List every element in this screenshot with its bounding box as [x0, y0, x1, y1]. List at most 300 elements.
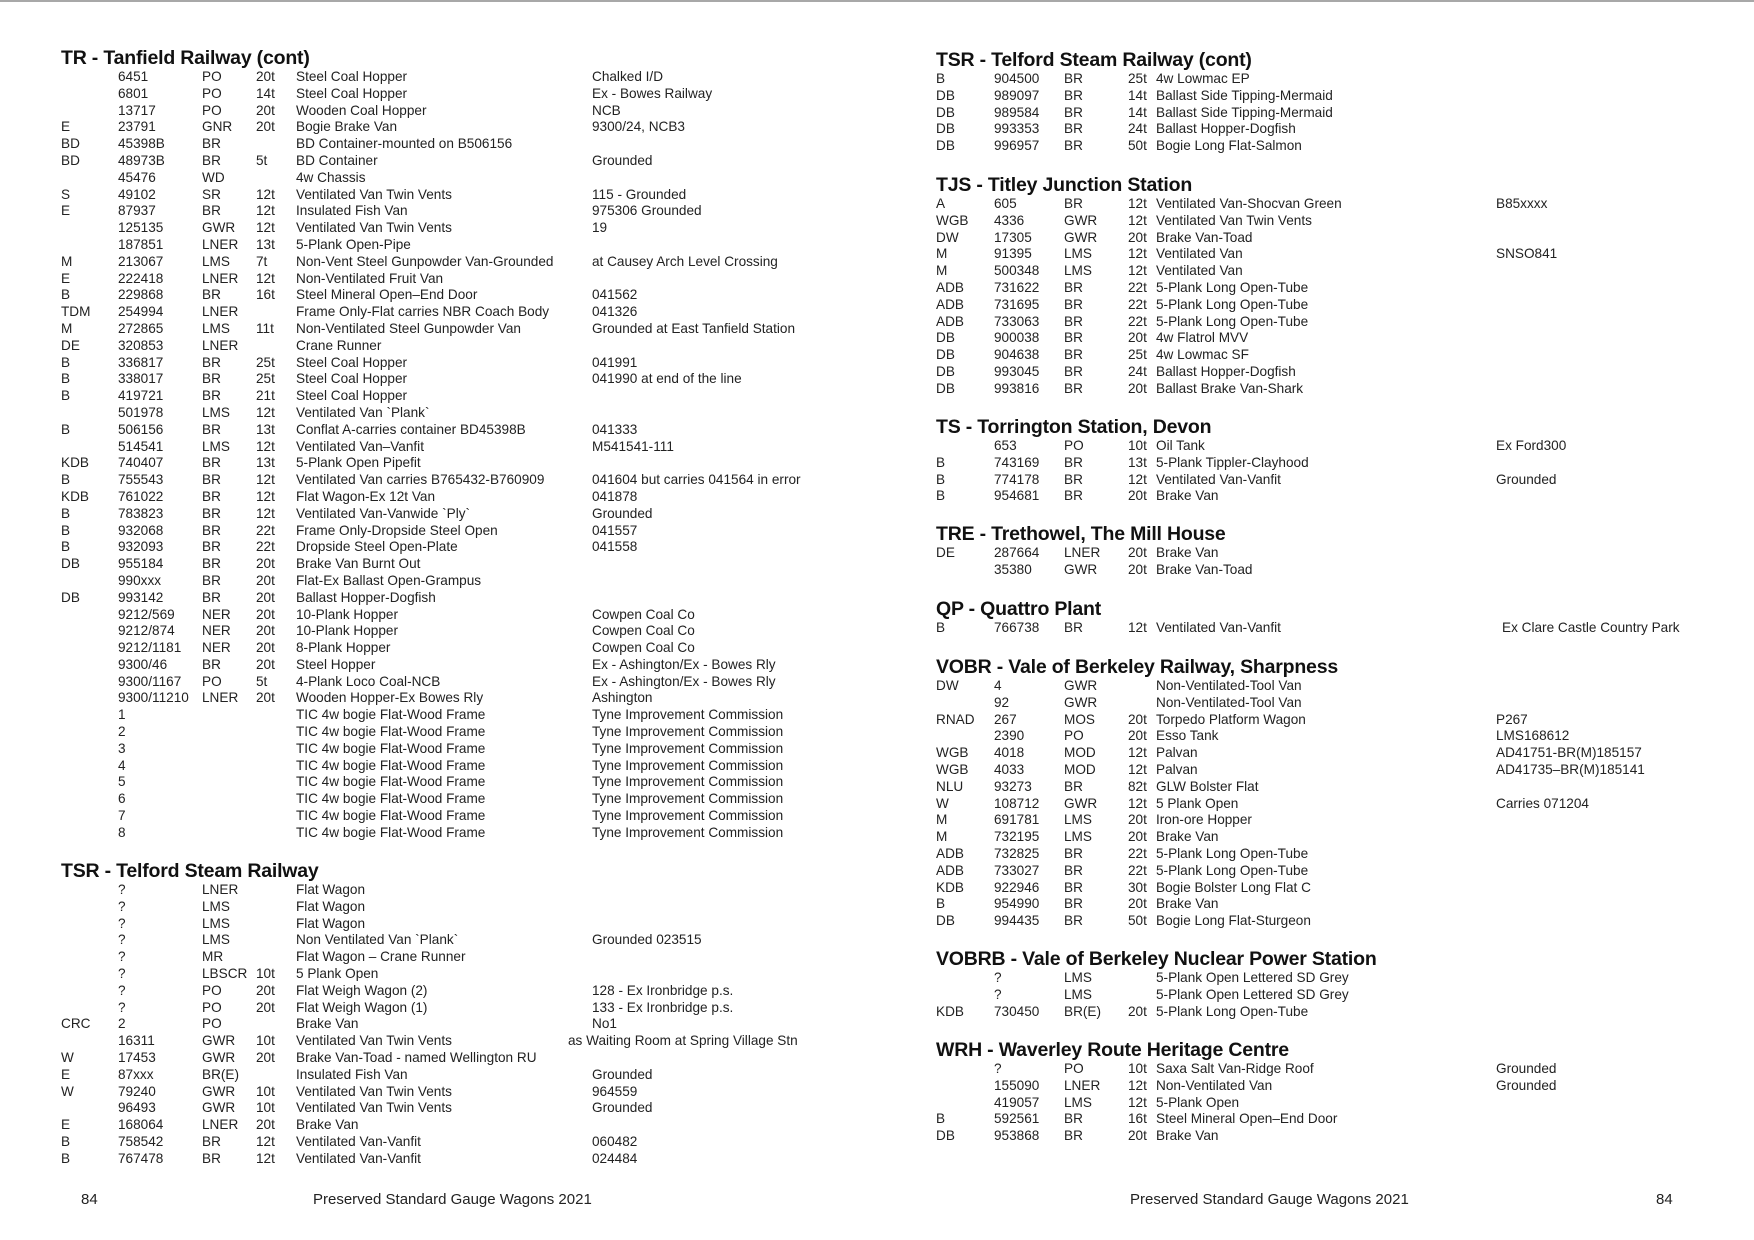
wagon-description: Non-Ventilated Fruit Van: [296, 270, 444, 286]
wagon-owner: BR(E): [1064, 1003, 1102, 1019]
wagon-owner: BR: [1064, 363, 1083, 379]
wagon-number: 6801: [118, 85, 149, 101]
section-torrington-station: [936, 416, 1567, 505]
wagon-description: Wooden Coal Hopper: [296, 102, 427, 118]
wagon-notes: 041326: [592, 304, 638, 320]
wagon-code: E: [61, 203, 71, 219]
wagon-owner: GWR: [1064, 229, 1098, 245]
wagon-description: Ventilated Van Twin Vents: [296, 1083, 452, 1099]
wagon-row: [936, 1061, 1557, 1078]
wagon-code: W: [61, 1083, 74, 1099]
wagon-number: 320853: [118, 337, 164, 353]
wagon-owner: GWR: [1064, 795, 1098, 811]
wagon-code: M: [936, 829, 948, 845]
wagon-number: 932093: [118, 539, 164, 555]
wagon-description: BD Container-mounted on B506156: [296, 136, 513, 152]
wagon-description: Steel Coal Hopper: [296, 69, 408, 84]
wagon-owner: GWR: [202, 1049, 236, 1065]
wagon-description: Flat Wagon – Crane Runner: [296, 949, 466, 965]
wagon-owner: BR: [202, 203, 221, 219]
wagon-row: [61, 203, 702, 220]
wagon-code: B: [61, 287, 71, 303]
wagon-tonnage: 22t: [1128, 296, 1147, 312]
wagon-description: Frame Only-Flat carries NBR Coach Body: [296, 304, 550, 320]
wagon-owner: LNER: [202, 337, 239, 353]
wagon-row: [61, 320, 796, 338]
wagon-number: 336817: [118, 354, 164, 370]
wagon-owner: PO: [202, 999, 222, 1015]
wagon-description: Ballast Hopper-Dogfish: [296, 589, 436, 605]
wagon-owner: BR: [202, 589, 221, 605]
wagon-owner: BR: [202, 371, 221, 387]
wagon-code: M: [61, 253, 73, 269]
wagon-tonnage: 20t: [256, 556, 275, 572]
wagon-notes: AD41735–BR(M)185141: [1496, 761, 1645, 777]
section-heading: VOBRB - Vale of Berkeley Nuclear Power Station: [936, 948, 1377, 970]
wagon-tonnage: 20t: [1128, 711, 1147, 727]
wagon-notes: 041562: [592, 287, 638, 303]
wagon-description: Ventilated Van–Vanfit: [296, 438, 424, 454]
wagon-description: Torpedo Platform Wagon: [1156, 711, 1306, 727]
wagon-code: ADB: [936, 313, 964, 329]
wagon-number: 955184: [118, 556, 164, 572]
wagon-list: [936, 620, 1680, 637]
wagon-description: Non Ventilated Van `Plank`: [296, 932, 459, 948]
wagon-tonnage: 20t: [1128, 545, 1147, 560]
wagon-row: [936, 1128, 1289, 1145]
wagon-row: [61, 371, 742, 388]
wagon-tonnage: 20t: [256, 623, 275, 639]
wagon-row: [936, 380, 1304, 398]
wagon-owner: BR: [1064, 347, 1083, 363]
wagon-row: [61, 136, 513, 153]
wagon-code: B: [936, 71, 946, 86]
wagon-owner: LMS: [1064, 970, 1092, 985]
wagon-code: B: [936, 454, 946, 470]
section-heading: TJS - Titley Junction Station: [936, 174, 1193, 196]
wagon-code: ADB: [936, 279, 964, 295]
wagon-notes: 975306 Grounded: [592, 203, 702, 219]
wagon-notes: 133 - Ex Ironbridge p.s.: [592, 999, 734, 1015]
wagon-owner: LMS: [1064, 986, 1092, 1002]
wagon-row: [936, 263, 1243, 280]
wagon-description: 4w Chassis: [296, 169, 366, 185]
wagon-description: Brake Van: [1156, 488, 1219, 504]
wagon-number: 989584: [994, 104, 1040, 120]
wagon-description: Steel Coal Hopper: [296, 371, 408, 387]
wagon-description: Brake Van: [1156, 829, 1219, 845]
wagon-tonnage: 25t: [1128, 71, 1147, 86]
wagon-code: M: [936, 263, 948, 279]
wagon-owner: BR: [1064, 104, 1083, 120]
wagon-description: Bogie Brake Van: [296, 119, 398, 135]
wagon-row: [936, 138, 1302, 155]
wagon-owner: BR: [1064, 879, 1083, 895]
wagon-number: 9300/46: [118, 656, 168, 672]
wagon-number: 993353: [994, 121, 1040, 137]
wagon-notes: Cowpen Coal Co: [592, 640, 695, 656]
wagon-code: DB: [936, 121, 955, 137]
wagon-owner: BR: [202, 1150, 221, 1166]
wagon-code: DB: [936, 138, 955, 154]
wagon-code: RNAD: [936, 711, 975, 727]
wagon-tonnage: 20t: [1128, 1003, 1147, 1019]
wagon-row: [936, 711, 1528, 729]
wagon-code: S: [61, 186, 71, 202]
wagon-tonnage: 20t: [1128, 488, 1147, 504]
wagon-owner: LNER: [202, 236, 239, 252]
wagon-code: B: [61, 371, 71, 387]
wagon-number: 732825: [994, 845, 1040, 861]
wagon-row: [61, 102, 621, 120]
wagon-notes: Chalked I/D: [592, 69, 664, 84]
wagon-notes: 128 - Ex Ironbridge p.s.: [592, 982, 734, 998]
wagon-row: [61, 505, 653, 523]
wagon-description: Non-Ventilated-Tool Van: [1156, 694, 1302, 710]
wagon-tonnage: 25t: [1128, 347, 1147, 363]
page-number: 84: [81, 1191, 98, 1208]
wagon-description: Steel Mineral Open–End Door: [296, 287, 478, 303]
wagon-row: [61, 757, 784, 775]
wagon-row: [61, 421, 638, 439]
wagon-description: Non-Ventilated Van: [1156, 1077, 1273, 1093]
wagon-tonnage: 50t: [1128, 913, 1147, 929]
wagon-row: [61, 354, 638, 372]
wagon-number: 229868: [118, 287, 164, 303]
wagon-description: 5-Plank Long Open-Tube: [1156, 1003, 1309, 1019]
section-heading: QP - Quattro Plant: [936, 598, 1102, 620]
wagon-owner: LNER: [202, 304, 239, 320]
wagon-owner: PO: [1064, 1061, 1084, 1076]
wagon-tonnage: 20t: [1128, 561, 1147, 577]
wagon-row: [61, 915, 366, 933]
wagon-row: [936, 745, 1642, 762]
wagon-tonnage: 20t: [256, 589, 275, 605]
wagon-description: Ventilated Van: [1156, 263, 1243, 279]
wagon-number: 7: [118, 808, 126, 824]
wagon-row: [61, 438, 674, 456]
wagon-number: 730450: [994, 1003, 1040, 1019]
wagon-row: [936, 196, 1548, 213]
wagon-row: [61, 949, 466, 966]
wagon-number: 4018: [994, 745, 1025, 761]
wagon-description: Ventilated Van-Vanfit: [296, 1150, 421, 1166]
wagon-owner: BR: [1064, 845, 1083, 861]
wagon-notes: SNSO841: [1496, 246, 1558, 262]
wagon-owner: LMS: [202, 438, 230, 454]
wagon-list: [936, 196, 1558, 398]
wagon-description: 5-Plank Long Open-Tube: [1156, 296, 1309, 312]
wagon-row: [61, 472, 801, 489]
wagon-description: Ventilated Van-Vanwide `Ply`: [296, 505, 471, 521]
wagon-number: ?: [994, 1061, 1002, 1076]
wagon-code: DB: [936, 363, 955, 379]
wagon-description: 8-Plank Hopper: [296, 640, 391, 656]
wagon-number: 9212/874: [118, 623, 175, 639]
wagon-number: 733027: [994, 862, 1040, 878]
wagon-number: 4033: [994, 761, 1025, 777]
wagon-row: [61, 152, 653, 170]
wagon-description: 10-Plank Hopper: [296, 623, 399, 639]
wagon-owner: LMS: [1064, 246, 1092, 262]
wagon-notes: Grounded: [592, 505, 653, 521]
wagon-number: 287664: [994, 545, 1040, 560]
wagon-description: Brake Van-Toad: [1156, 561, 1253, 577]
wagon-number: 2: [118, 724, 126, 740]
wagon-description: Steel Coal Hopper: [296, 85, 408, 101]
wagon-tonnage: 5t: [256, 673, 268, 689]
wagon-row: [61, 606, 695, 624]
wagon-owner: NER: [202, 623, 231, 639]
wagon-row: [61, 455, 421, 472]
wagon-notes: AD41751-BR(M)185157: [1496, 745, 1642, 761]
wagon-code: DB: [936, 87, 955, 103]
right-page: [877, 0, 1754, 1240]
wagon-tonnage: 12t: [1128, 196, 1147, 211]
wagon-row: [61, 589, 436, 607]
wagon-notes: Ex Clare Castle Country Park: [1502, 620, 1680, 635]
page-number: 84: [1656, 1191, 1673, 1208]
wagon-row: [936, 71, 1252, 88]
wagon-tonnage: 22t: [1128, 313, 1147, 329]
footer-title: Preserved Standard Gauge Wagons 2021: [313, 1191, 592, 1208]
wagon-tonnage: 20t: [256, 1117, 275, 1133]
wagon-owner: WD: [202, 169, 225, 185]
wagon-number: 213067: [118, 253, 164, 269]
section-titley-junction-station: [936, 174, 1558, 398]
wagon-row: [936, 1095, 1289, 1112]
wagon-number: 108712: [994, 795, 1040, 811]
wagon-row: [936, 728, 1570, 745]
wagon-number: 23791: [118, 119, 156, 135]
wagon-description: 10-Plank Hopper: [296, 606, 399, 622]
section-telford-steam-railway: [61, 860, 798, 1168]
wagon-row: [936, 812, 1338, 829]
wagon-number: 5: [118, 774, 126, 790]
wagon-owner: LMS: [202, 320, 230, 336]
wagon-description: 4-Plank Loco Coal-NCB: [296, 673, 441, 689]
wagon-number: 419721: [118, 388, 164, 404]
wagon-row: [61, 673, 776, 691]
wagon-row: [936, 795, 1589, 813]
wagon-description: Ballast Hopper-Dogfish: [1156, 363, 1296, 379]
wagon-owner: PO: [202, 1016, 222, 1032]
wagon-notes: as Waiting Room at Spring Village Stn: [568, 1033, 798, 1049]
wagon-description: Ballast Hopper-Dogfish: [1156, 121, 1296, 137]
wagon-tonnage: 21t: [256, 388, 275, 404]
wagon-tonnage: 20t: [256, 69, 275, 84]
wagon-description: Flat Wagon: [296, 898, 366, 914]
wagon-row: [61, 999, 734, 1017]
wagon-number: 993816: [994, 380, 1040, 396]
wagon-description: Brake Van-Toad: [1156, 229, 1253, 245]
wagon-tonnage: 20t: [1128, 380, 1147, 396]
wagon-description: 5-Plank Long Open-Tube: [1156, 845, 1309, 861]
wagon-owner: NER: [202, 640, 231, 656]
wagon-list: [61, 69, 801, 842]
wagon-owner: NER: [202, 606, 231, 622]
wagon-row: [936, 561, 1253, 579]
wagon-description: 5-Plank Open-Pipe: [296, 236, 411, 252]
wagon-notes: Grounded: [592, 1066, 653, 1082]
wagon-number: 419057: [994, 1094, 1040, 1110]
wagon-code: KDB: [936, 1003, 964, 1019]
wagon-number: 731622: [994, 279, 1040, 295]
wagon-code: BD: [61, 136, 80, 152]
wagon-number: ?: [118, 965, 126, 981]
wagon-row: [61, 1150, 638, 1168]
wagon-owner: PO: [202, 673, 222, 689]
wagon-row: [61, 791, 784, 808]
wagon-notes: 041991: [592, 354, 638, 370]
wagon-tonnage: 10t: [1128, 1061, 1147, 1076]
wagon-owner: PO: [202, 982, 222, 998]
wagon-tonnage: 10t: [256, 1033, 275, 1049]
wagon-tonnage: 14t: [1128, 104, 1147, 120]
section-heading: WRH - Waverley Route Heritage Centre: [936, 1039, 1289, 1061]
wagon-description: Brake Van: [1156, 545, 1219, 560]
wagon-number: 766738: [994, 620, 1040, 635]
wagon-owner: BR: [1064, 620, 1083, 635]
wagon-notes: 041333: [592, 421, 638, 437]
wagon-row: [936, 545, 1226, 562]
wagon-tonnage: 12t: [1128, 620, 1147, 635]
wagon-owner: BR: [202, 455, 221, 471]
wagon-code: KDB: [61, 488, 89, 504]
wagon-notes: Ex - Ashington/Ex - Bowes Rly: [592, 656, 776, 672]
wagon-description: Esso Tank: [1156, 728, 1219, 744]
wagon-row: [61, 488, 638, 506]
wagon-owner: MR: [202, 949, 224, 965]
wagon-tonnage: 30t: [1128, 879, 1147, 895]
wagon-notes: 041878: [592, 488, 638, 504]
wagon-tonnage: 12t: [1128, 1094, 1147, 1110]
wagon-number: 761022: [118, 488, 164, 504]
wagon-tonnage: 20t: [1128, 1128, 1147, 1144]
wagon-number: 125135: [118, 220, 164, 236]
wagon-code: NLU: [936, 778, 964, 794]
wagon-code: DB: [936, 380, 955, 396]
wagon-tonnage: 20t: [1128, 728, 1147, 744]
wagon-description: Dropside Steel Open-Plate: [296, 539, 458, 555]
wagon-notes: Tyne Improvement Commission: [592, 791, 784, 807]
wagon-number: 35380: [994, 561, 1032, 577]
wagon-row: [936, 761, 1645, 779]
wagon-owner: LMS: [202, 253, 230, 269]
wagon-row: [61, 824, 784, 842]
wagon-row: [61, 119, 685, 136]
wagon-description: Ventilated Van Twin Vents: [296, 186, 452, 202]
wagon-notes: LMS168612: [1496, 728, 1570, 744]
wagon-number: 993045: [994, 363, 1040, 379]
wagon-row: [936, 695, 1338, 712]
wagon-owner: GWR: [202, 220, 236, 236]
wagon-owner: MOD: [1064, 745, 1096, 761]
wagon-description: Ventilated Van Twin Vents: [296, 1033, 452, 1049]
wagon-description: Crane Runner: [296, 337, 382, 353]
wagon-tonnage: 14t: [256, 85, 275, 101]
wagon-number: 993142: [118, 589, 164, 605]
wagon-owner: MOS: [1064, 711, 1095, 727]
wagon-number: 740407: [118, 455, 164, 471]
wagon-code: E: [61, 119, 71, 135]
section-telford-steam-railway-cont: [936, 49, 1333, 155]
wagon-row: [61, 186, 687, 204]
wagon-number: 9300/1167: [118, 673, 182, 689]
wagon-owner: LNER: [202, 1117, 239, 1133]
wagon-description: Insulated Fish Van: [296, 1066, 408, 1082]
wagon-row: [936, 313, 1309, 331]
wagon-description: 5-Plank Long Open-Tube: [1156, 313, 1309, 329]
wagon-owner: BR: [1064, 1128, 1083, 1144]
wagon-owner: BR: [202, 152, 221, 168]
wagon-description: TIC 4w bogie Flat-Wood Frame: [296, 808, 486, 824]
wagon-description: Palvan: [1156, 761, 1198, 777]
wagon-description: Brake Van: [296, 1117, 359, 1133]
wagon-code: DB: [936, 1128, 955, 1144]
wagon-description: 5-Plank Long Open-Tube: [1156, 862, 1309, 878]
wagon-row: [61, 572, 482, 590]
wagon-number: 17453: [118, 1049, 156, 1065]
wagon-code: BD: [61, 152, 80, 168]
wagon-notes: M541541-111: [592, 438, 674, 454]
wagon-description: TIC 4w bogie Flat-Wood Frame: [296, 757, 486, 773]
wagon-description: Steel Mineral Open–End Door: [1156, 1111, 1338, 1127]
wagon-tonnage: 12t: [256, 220, 275, 236]
wagon-number: 16311: [118, 1033, 155, 1049]
wagon-number: 17305: [994, 229, 1032, 245]
wagon-description: TIC 4w bogie Flat-Wood Frame: [296, 774, 486, 790]
wagon-description: Bogie Bolster Long Flat C: [1156, 879, 1311, 895]
wagon-row: [936, 438, 1567, 455]
wagon-list: [936, 678, 1645, 930]
wagon-description: TIC 4w bogie Flat-Wood Frame: [296, 724, 486, 740]
wagon-row: [61, 740, 784, 758]
wagon-tonnage: 20t: [256, 1049, 275, 1065]
wagon-number: 989097: [994, 87, 1040, 103]
wagon-notes: Grounded at East Tanfield Station: [592, 320, 796, 336]
wagon-code: DB: [936, 330, 955, 346]
wagon-row: [936, 846, 1338, 863]
wagon-description: Brake Van: [1156, 896, 1219, 912]
wagon-code: DB: [936, 104, 955, 120]
wagon-description: 5-Plank Open Lettered SD Grey: [1156, 970, 1349, 985]
wagon-number: 758542: [118, 1133, 164, 1149]
wagon-owner: LMS: [1064, 1094, 1092, 1110]
wagon-row: [936, 1004, 1377, 1021]
wagon-number: 755543: [118, 472, 164, 488]
wagon-tonnage: 25t: [256, 371, 275, 387]
wagon-owner: GWR: [202, 1083, 236, 1099]
wagon-description: Flat Wagon: [296, 882, 366, 897]
wagon-owner: GWR: [1064, 678, 1098, 693]
wagon-row: [61, 85, 713, 103]
wagon-description: Brake Van: [296, 1016, 359, 1032]
wagon-description: Ventilated Van: [1156, 246, 1243, 262]
wagon-number: 653: [994, 438, 1017, 453]
wagon-code: WGB: [936, 761, 969, 777]
wagon-row: [936, 620, 1680, 637]
wagon-number: ?: [994, 986, 1002, 1002]
wagon-description: BD Container: [296, 152, 378, 168]
wagon-row: [61, 556, 421, 573]
wagon-row: [61, 623, 695, 640]
wagon-tonnage: 12t: [1128, 795, 1147, 811]
wagon-tonnage: 12t: [1128, 745, 1147, 761]
wagon-row: [61, 270, 444, 288]
wagon-owner: BR: [202, 656, 221, 672]
wagon-code: B: [61, 539, 71, 555]
